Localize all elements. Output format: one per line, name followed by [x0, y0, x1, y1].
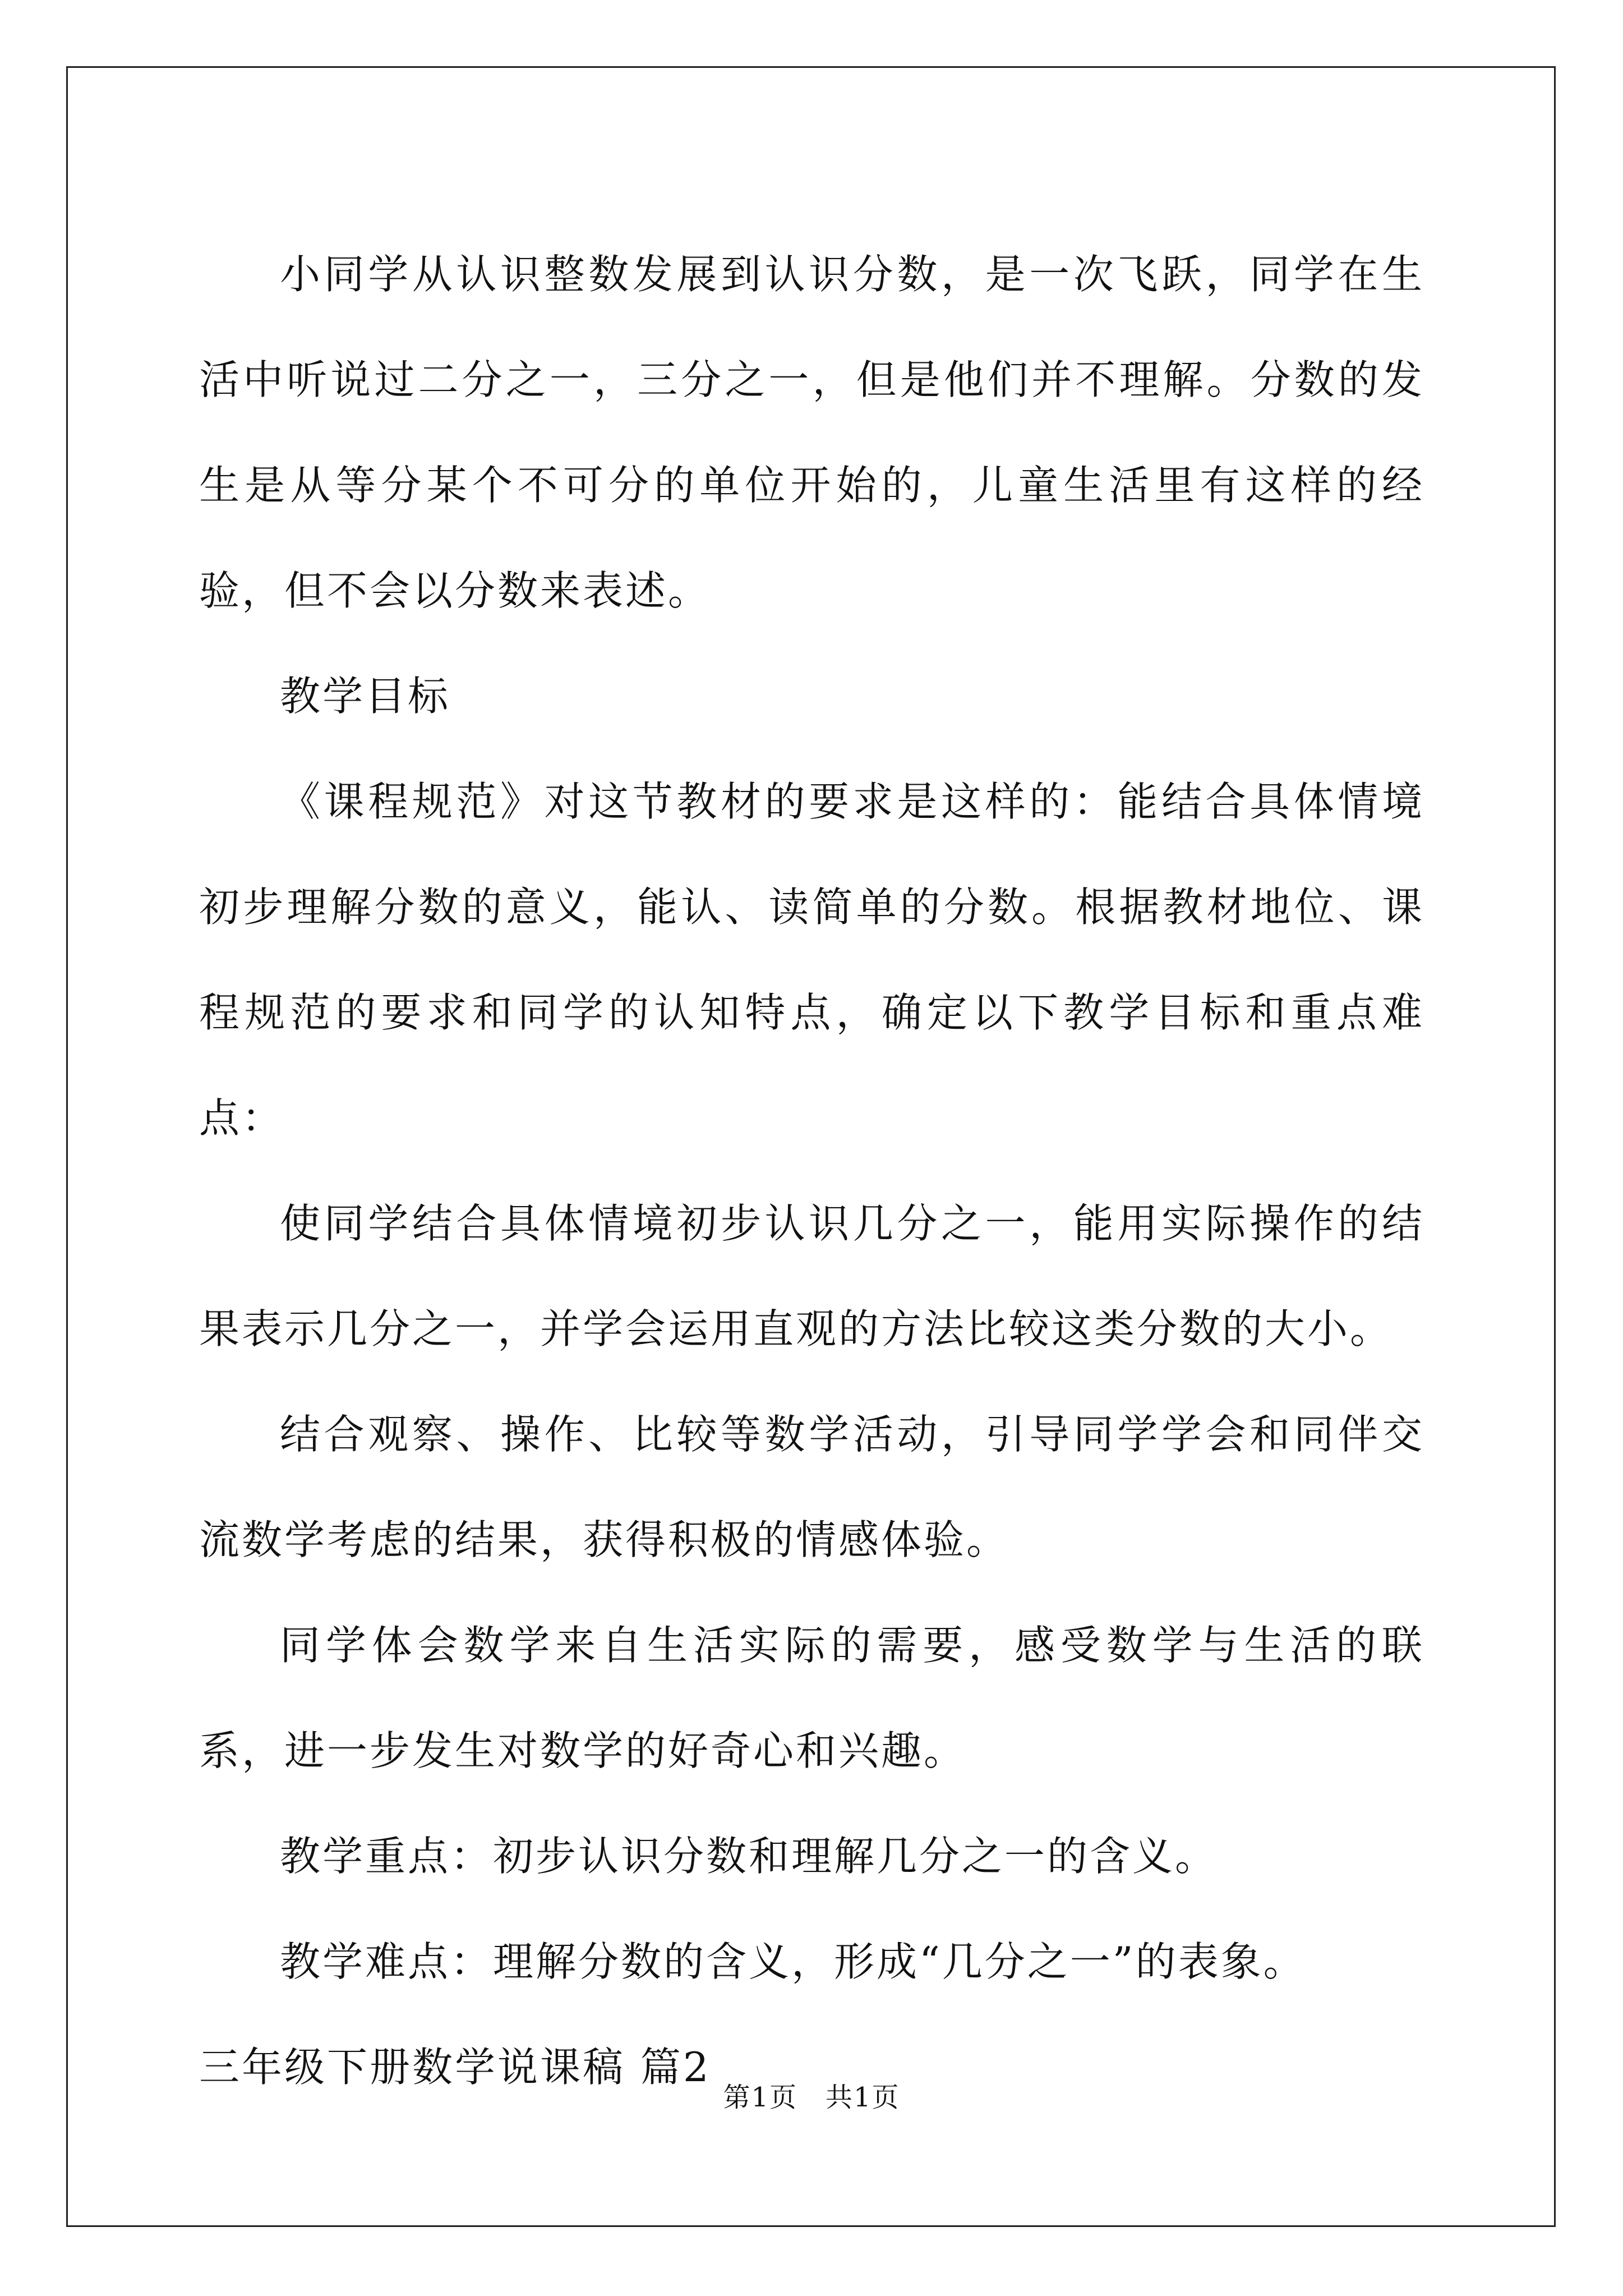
- paragraph-curriculum: 《课程规范》对这节教材的要求是这样的：能结合具体情境初步理解分数的意义，能认、读简单的分数。根据教材地位、课程规范的要求和同学的认知特点，确定以下教学目标和重点难点：: [199, 778, 1424, 1142]
- paragraph-goal-2: 结合观察、操作、比较等数学活动，引导同学学会和同伴交流数学考虑的结果，获得积极的情感体验。: [199, 1411, 1424, 1563]
- document-body: [199, 222, 1424, 2120]
- paragraph-goal-1: 使同学结合具体情境初步认识几分之一，能用实际操作的结果表示几分之一，并学会运用直观的方法比较这类分数的大小。: [199, 1200, 1424, 1352]
- paragraph-intro: 小同学从认识整数发展到认识分数，是一次飞跃，同学在生活中听说过二分之一，三分之一，但是他们并不理解。分数的发生是从等分某个不可分的单位开始的，儿童生活里有这样的经验，但不会以分数来表述。: [199, 251, 1424, 614]
- paragraph-difficulty: 教学难点：理解分数的含义，形成“几分之一”的表象。: [280, 1938, 1306, 1985]
- paragraph-goal-3: 同学体会数学来自生活实际的需要，感受数学与生活的联系，进一步发生对数学的好奇心和兴趣。: [199, 1622, 1424, 1774]
- heading-teaching-goals: 教学目标: [280, 673, 451, 720]
- section-title: 三年级下册数学说课稿 篇2: [199, 2044, 711, 2091]
- page-footer: 第1页 共1页: [723, 2082, 900, 2113]
- paragraph-key-point: 教学重点：初步认识分数和理解几分之一的含义。: [280, 1833, 1218, 1880]
